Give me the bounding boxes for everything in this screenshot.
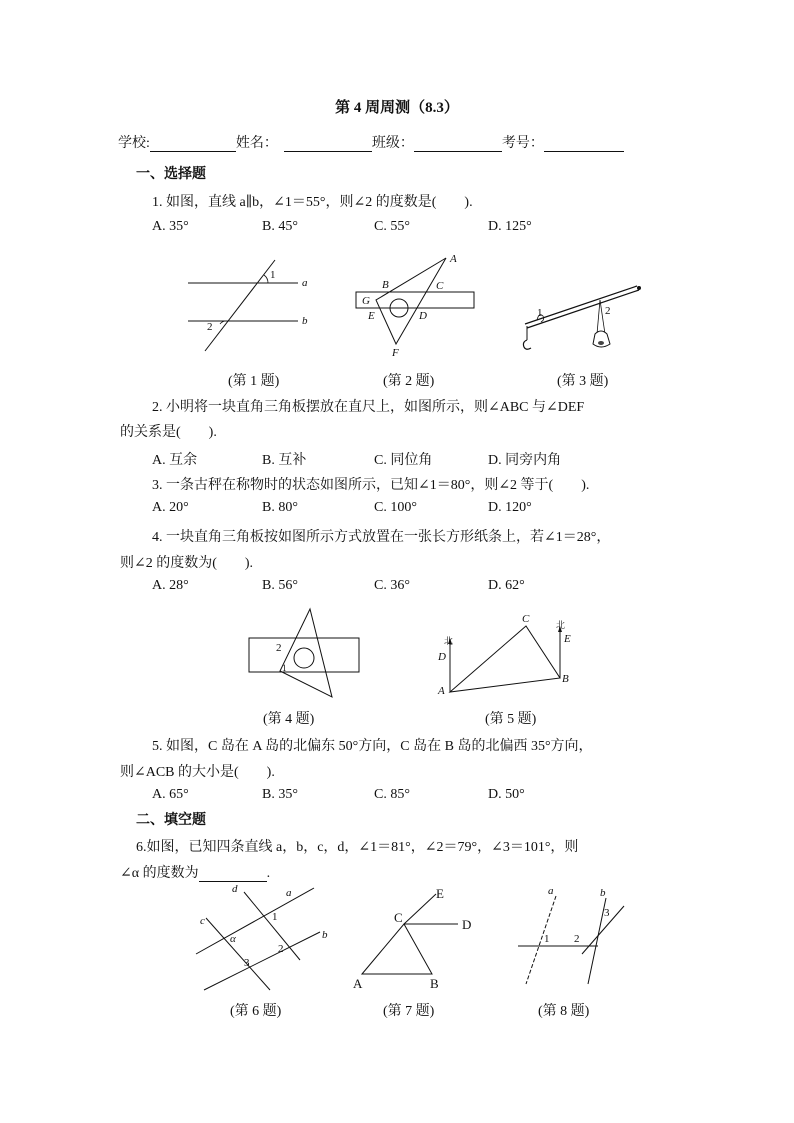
fig7-label-B: B xyxy=(430,976,439,991)
header-row xyxy=(118,132,624,152)
q3-option-d[interactable]: D. 120° xyxy=(488,500,532,515)
fig2-label-G: G xyxy=(362,295,370,307)
q6-stem-line2 xyxy=(120,862,270,882)
fig4-label-1: 1 xyxy=(282,663,287,673)
fig6-label-c: c xyxy=(200,915,205,927)
q2-option-a[interactable]: A. 互余 xyxy=(152,453,198,468)
school-label: 学校: xyxy=(118,136,150,151)
figure-1 xyxy=(180,258,320,358)
fig6-label-d: d xyxy=(232,883,238,895)
q1-stem: 1. 如图，直线 a∥b，∠1＝55°，则∠2 的度数是( ). xyxy=(152,195,473,210)
q5-option-d[interactable]: D. 50° xyxy=(488,787,525,802)
q4-option-d[interactable]: D. 62° xyxy=(488,578,525,593)
name-label: 姓名： xyxy=(235,136,278,151)
caption-figure-7: (第 7 题) xyxy=(383,1004,435,1019)
q5-option-a[interactable]: A. 65° xyxy=(152,787,189,802)
fig7-label-A: A xyxy=(353,976,363,991)
q5-stem-line2: 则∠ACB 的大小是( ). xyxy=(120,765,275,780)
caption-figure-6: (第 6 题) xyxy=(230,1004,282,1019)
fig4-label-2: 2 xyxy=(276,642,282,654)
q4-option-b[interactable]: B. 56° xyxy=(262,578,298,593)
q5-option-c[interactable]: C. 85° xyxy=(374,787,410,802)
q3-option-a[interactable]: A. 20° xyxy=(152,500,189,515)
q6-suffix: . xyxy=(266,866,271,881)
q4-option-a[interactable]: A. 28° xyxy=(152,578,189,593)
fig1-label-a: a xyxy=(302,277,308,289)
q4-stem-line1: 4. 一块直角三角板按如图所示方式放置在一张长方形纸条上，若∠1＝28°， xyxy=(152,530,611,545)
caption-figure-1: (第 1 题) xyxy=(228,374,280,389)
fig2-label-A: A xyxy=(450,253,457,265)
fig1-label-b: b xyxy=(302,315,308,327)
fig8-label-3: 3 xyxy=(604,907,610,919)
section-fill-heading: 二、填空题 xyxy=(136,813,206,828)
fig2-label-B: B xyxy=(382,279,389,291)
fig1-label-2: 2 xyxy=(207,321,213,333)
fig6-label-2: 2 xyxy=(278,943,284,955)
section-choice-heading: 一、选择题 xyxy=(136,167,206,182)
q1-option-a[interactable]: A. 35° xyxy=(152,219,189,234)
class-label: 班级： xyxy=(371,136,414,151)
fig5-label-A: A xyxy=(438,685,445,697)
figure-4 xyxy=(246,605,366,700)
q2-stem-line2: 的关系是( ). xyxy=(120,425,217,440)
q1-option-b[interactable]: B. 45° xyxy=(262,219,298,234)
fig2-label-D: D xyxy=(419,310,427,322)
q3-option-b[interactable]: B. 80° xyxy=(262,500,298,515)
caption-figure-8: (第 8 题) xyxy=(538,1004,590,1019)
fig5-label-north-2: 北 xyxy=(556,620,566,630)
q4-stem-line2: 则∠2 的度数为( ). xyxy=(120,556,254,571)
q1-option-c[interactable]: C. 55° xyxy=(374,219,410,234)
fig6-label-alpha: α xyxy=(230,933,236,945)
fig7-label-E: E xyxy=(436,886,444,901)
figure-6 xyxy=(192,882,342,997)
fig1-label-1: 1 xyxy=(270,269,276,281)
fig3-label-1: 1 xyxy=(537,307,543,319)
q5-stem-line1: 5. 如图，C 岛在 A 岛的北偏东 50°方向，C 岛在 B 岛的北偏西 35°方向， xyxy=(152,739,593,754)
fig6-label-a: a xyxy=(286,887,292,899)
page-title: 第 4 周周测（8.3） xyxy=(335,100,459,116)
fig2-label-C: C xyxy=(436,280,444,292)
fig2-label-F: F xyxy=(392,347,399,359)
q3-stem: 3. 一条古秤在称物时的状态如图所示，已知∠1＝80°，则∠2 等于( ). xyxy=(152,478,590,493)
fig5-label-C: C xyxy=(522,613,530,625)
q2-option-c[interactable]: C. 同位角 xyxy=(374,453,433,468)
number-blank[interactable] xyxy=(544,151,624,152)
class-blank[interactable] xyxy=(414,151,502,152)
caption-figure-4: (第 4 题) xyxy=(263,712,315,727)
figure-3 xyxy=(515,278,645,358)
fig8-label-b: b xyxy=(600,887,606,899)
figure-2 xyxy=(352,252,482,362)
figure-8 xyxy=(512,884,632,994)
name-blank[interactable] xyxy=(284,151,372,152)
fig8-label-a: a xyxy=(548,885,554,897)
school-blank[interactable] xyxy=(150,151,236,152)
fig6-label-3: 3 xyxy=(244,957,250,969)
figure-7 xyxy=(350,884,480,994)
caption-figure-3: (第 3 题) xyxy=(557,374,609,389)
fig7-label-D: D xyxy=(462,917,472,932)
figure-5 xyxy=(436,612,586,700)
fig7-label-C: C xyxy=(394,910,403,925)
q1-option-d[interactable]: D. 125° xyxy=(488,219,532,234)
fig5-label-north-1: 北 xyxy=(444,636,454,646)
fig8-label-1: 1 xyxy=(544,933,550,945)
caption-figure-2: (第 2 题) xyxy=(383,374,435,389)
fig5-label-B: B xyxy=(562,673,569,685)
fig3-label-2: 2 xyxy=(605,305,611,317)
q2-option-d[interactable]: D. 同旁内角 xyxy=(488,453,562,468)
q2-stem-line1: 2. 小明将一块直角三角板摆放在直尺上，如图所示，则∠ABC 与∠DEF xyxy=(152,400,585,415)
q3-option-c[interactable]: C. 100° xyxy=(374,500,417,515)
fig8-label-2: 2 xyxy=(574,933,580,945)
fig6-label-1: 1 xyxy=(272,911,278,923)
fig6-label-b: b xyxy=(322,929,328,941)
q2-option-b[interactable]: B. 互补 xyxy=(262,453,307,468)
fig5-label-E: E xyxy=(564,633,571,645)
q6-prefix: ∠α 的度数为 xyxy=(120,866,199,881)
fig2-label-E: E xyxy=(368,310,375,322)
q5-option-b[interactable]: B. 35° xyxy=(262,787,298,802)
caption-figure-5: (第 5 题) xyxy=(485,712,537,727)
fig5-label-D: D xyxy=(438,651,446,663)
number-label: 考号： xyxy=(501,136,544,151)
q6-stem-line1: 6.如图，已知四条直线 a，b，c，d，∠1＝81°，∠2＝79°，∠3＝101°，则 xyxy=(136,840,579,855)
q4-option-c[interactable]: C. 36° xyxy=(374,578,410,593)
